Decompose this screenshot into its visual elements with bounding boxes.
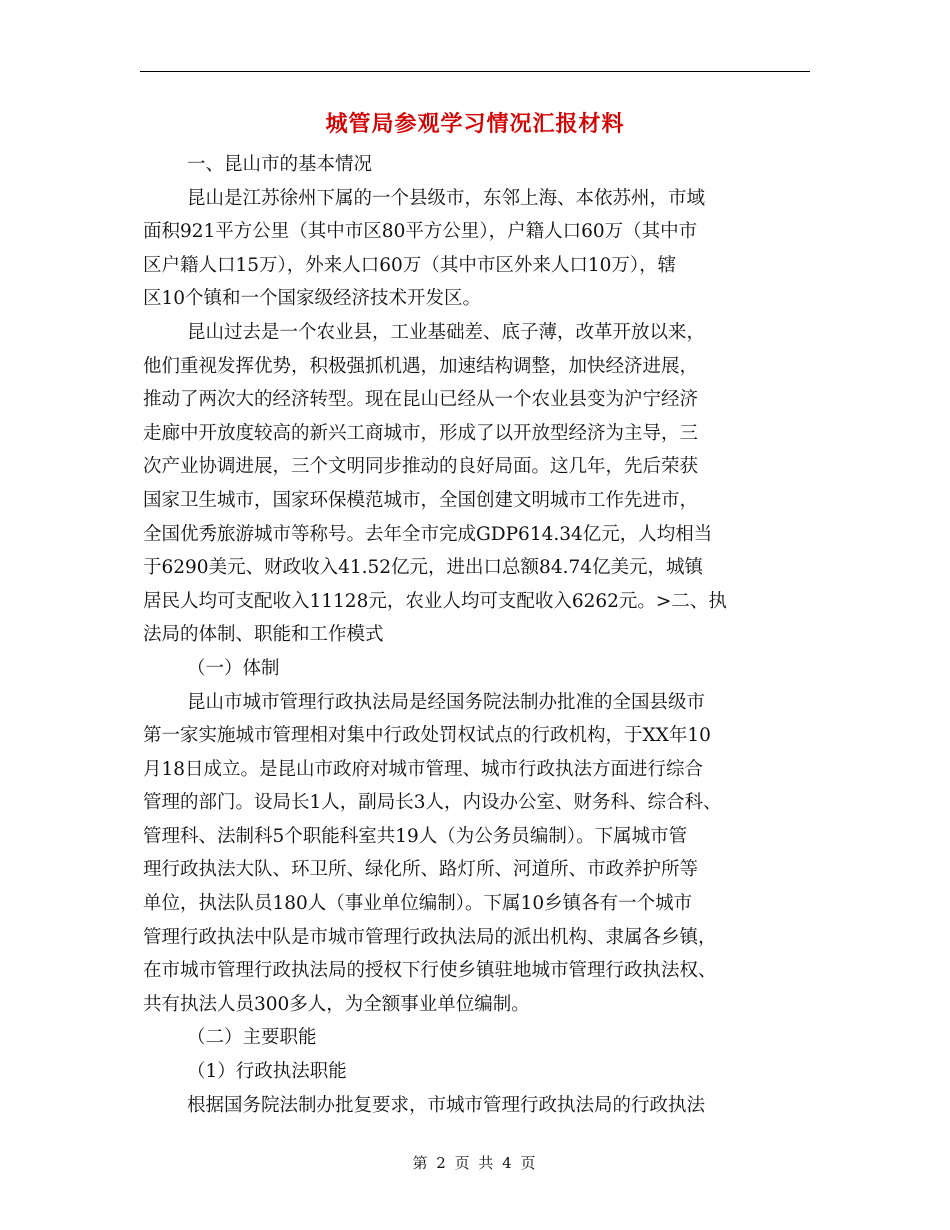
text-line: 单位，执法队员180人（事业单位编制）。下属10乡镇各有一个城市 xyxy=(143,893,693,915)
text-line: （一）体制 xyxy=(187,657,280,679)
text-line: （1）行政执法职能 xyxy=(187,1061,347,1083)
text-line: 次产业协调进展，三个文明同步推动的良好局面。这几年，先后荣获 xyxy=(143,456,699,478)
text-line: 第一家实施城市管理相对集中行政处罚权试点的行政机构，于XX年10 xyxy=(143,725,711,747)
text-line: 昆山市城市管理行政执法局是经国务院法制办批准的全国县级市 xyxy=(187,691,706,713)
text-line: 昆山是江苏徐州下属的一个县级市，东邻上海、本依苏州，市域 xyxy=(187,187,706,209)
text-line: 区户籍人口15万），外来人口60万（其中市区外来人口10万），辖 xyxy=(143,254,677,276)
text-line: 共有执法人员300多人，为全额事业单位编制。 xyxy=(143,993,530,1015)
text-line: 面积921平方公里（其中市区80平方公里），户籍人口60万（其中市 xyxy=(143,221,698,243)
text-line: 走廊中开放度较高的新兴工商城市，形成了以开放型经济为主导，三 xyxy=(143,422,699,444)
text-line: 一、昆山市的基本情况 xyxy=(187,154,373,175)
text-line: 在市城市管理行政执法局的授权下行使乡镇驻地城市管理行政执法权、 xyxy=(143,960,717,982)
text-line: 昆山过去是一个农业县，工业基础差、底子薄，改革开放以来， xyxy=(187,321,706,343)
text-line: 全国优秀旅游城市等称号。去年全市完成GDP614.34亿元，人均相当 xyxy=(143,523,713,545)
text-line: 国家卫生城市，国家环保模范城市，全国创建文明城市工作先进市， xyxy=(143,489,699,511)
document-title: 城管局参观学习情况汇报材料 xyxy=(325,112,625,137)
text-line: 管理的部门。设局长1人，副局长3人，内设办公室、财务科、综合科、 xyxy=(143,792,722,814)
text-line: 理行政执法大队、环卫所、绿化所、路灯所、河道所、市政养护所等 xyxy=(143,859,699,881)
text-line: 于6290美元、财政收入41.52亿元，进出口总额84.74亿美元，城镇 xyxy=(143,557,704,579)
text-line: 推动了两次大的经济转型。现在昆山已经从一个农业县变为沪宁经济 xyxy=(143,389,699,411)
text-line: 法局的体制、职能和工作模式 xyxy=(143,624,384,646)
text-line: 他们重视发挥优势，积极强抓机遇，加速结构调整，加快经济进展， xyxy=(143,355,699,377)
text-line: 月18日成立。是昆山市政府对城市管理、城市行政执法方面进行综合 xyxy=(143,758,704,780)
text-line: 管理科、法制科5个职能科室共19人（为公务员编制）。下属城市管 xyxy=(143,825,688,847)
page-number: 第 2 页 共 4 页 xyxy=(412,1154,538,1172)
text-line: （二）主要职能 xyxy=(187,1027,317,1049)
document-body xyxy=(143,148,815,1122)
text-line: 管理行政执法中队是市城市管理行政执法局的派出机构、隶属各乡镇， xyxy=(143,926,717,948)
text-line: 区10个镇和一个国家级经济技术开发区。 xyxy=(143,288,482,310)
header-rule xyxy=(140,71,810,72)
text-line: 根据国务院法制办批复要求，市城市管理行政执法局的行政执法 xyxy=(187,1094,706,1116)
text-line: 居民人均可支配收入11128元，农业人均可支配收入6262元。>二、执 xyxy=(143,590,727,612)
